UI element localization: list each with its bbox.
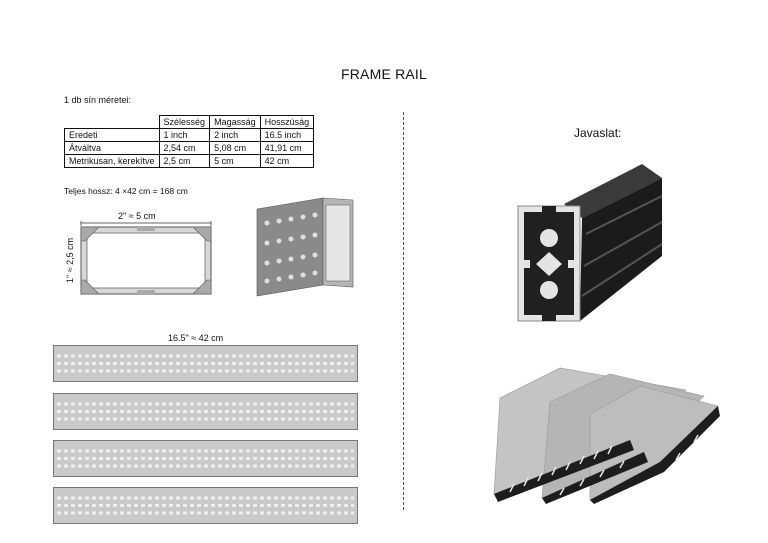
table-cell: Metrikusan, kerekítve <box>65 155 160 168</box>
rail-4 <box>53 487 358 524</box>
perforated-profile-illustration <box>253 197 358 297</box>
table-cell: 1 inch <box>159 129 210 142</box>
table-row <box>65 129 314 142</box>
section-divider <box>403 112 404 510</box>
table-header-cell: Magasság <box>210 116 261 129</box>
table-cell: Eredeti <box>65 129 160 142</box>
rail-2 <box>53 393 358 430</box>
table-row <box>65 142 314 155</box>
table-cell: 5 cm <box>210 155 261 168</box>
length-dimension-label: 16.5" ≈ 42 cm <box>168 333 224 343</box>
table-header-cell <box>65 116 160 129</box>
suggestion-heading: Javaslat: <box>574 126 622 140</box>
table-header-row <box>65 116 314 129</box>
height-dimension-label: 1" ≈ 2,5 cm <box>65 237 75 283</box>
total-length-text: Teljes hossz: 4 ×42 cm = 168 cm <box>64 186 188 196</box>
rail-1 <box>53 345 358 382</box>
table-cell: 42 cm <box>260 155 314 168</box>
table-row <box>65 155 314 168</box>
table-cell: 2,54 cm <box>159 142 210 155</box>
black-extrusion-illustration <box>514 156 664 326</box>
table-cell: 5,08 cm <box>210 142 261 155</box>
rail-3 <box>53 440 358 477</box>
rail-dimensions-caption: 1 db sín méretei: <box>64 95 132 105</box>
table-cell: 2 inch <box>210 129 261 142</box>
table-cell: 41,91 cm <box>260 142 314 155</box>
dimensions-table <box>64 115 314 168</box>
aluminium-slabs-illustration <box>490 362 722 504</box>
table-cell: Átváltva <box>65 142 160 155</box>
table-header-cell: Hosszúság <box>260 116 314 129</box>
page-title: FRAME RAIL <box>340 66 427 82</box>
table-cell: 2,5 cm <box>159 155 210 168</box>
table-cell: 16.5 inch <box>260 129 314 142</box>
width-dimension-label: 2" ≈ 5 cm <box>118 211 156 221</box>
cross-section-diagram <box>77 220 217 300</box>
table-header-cell: Szélesség <box>159 116 210 129</box>
